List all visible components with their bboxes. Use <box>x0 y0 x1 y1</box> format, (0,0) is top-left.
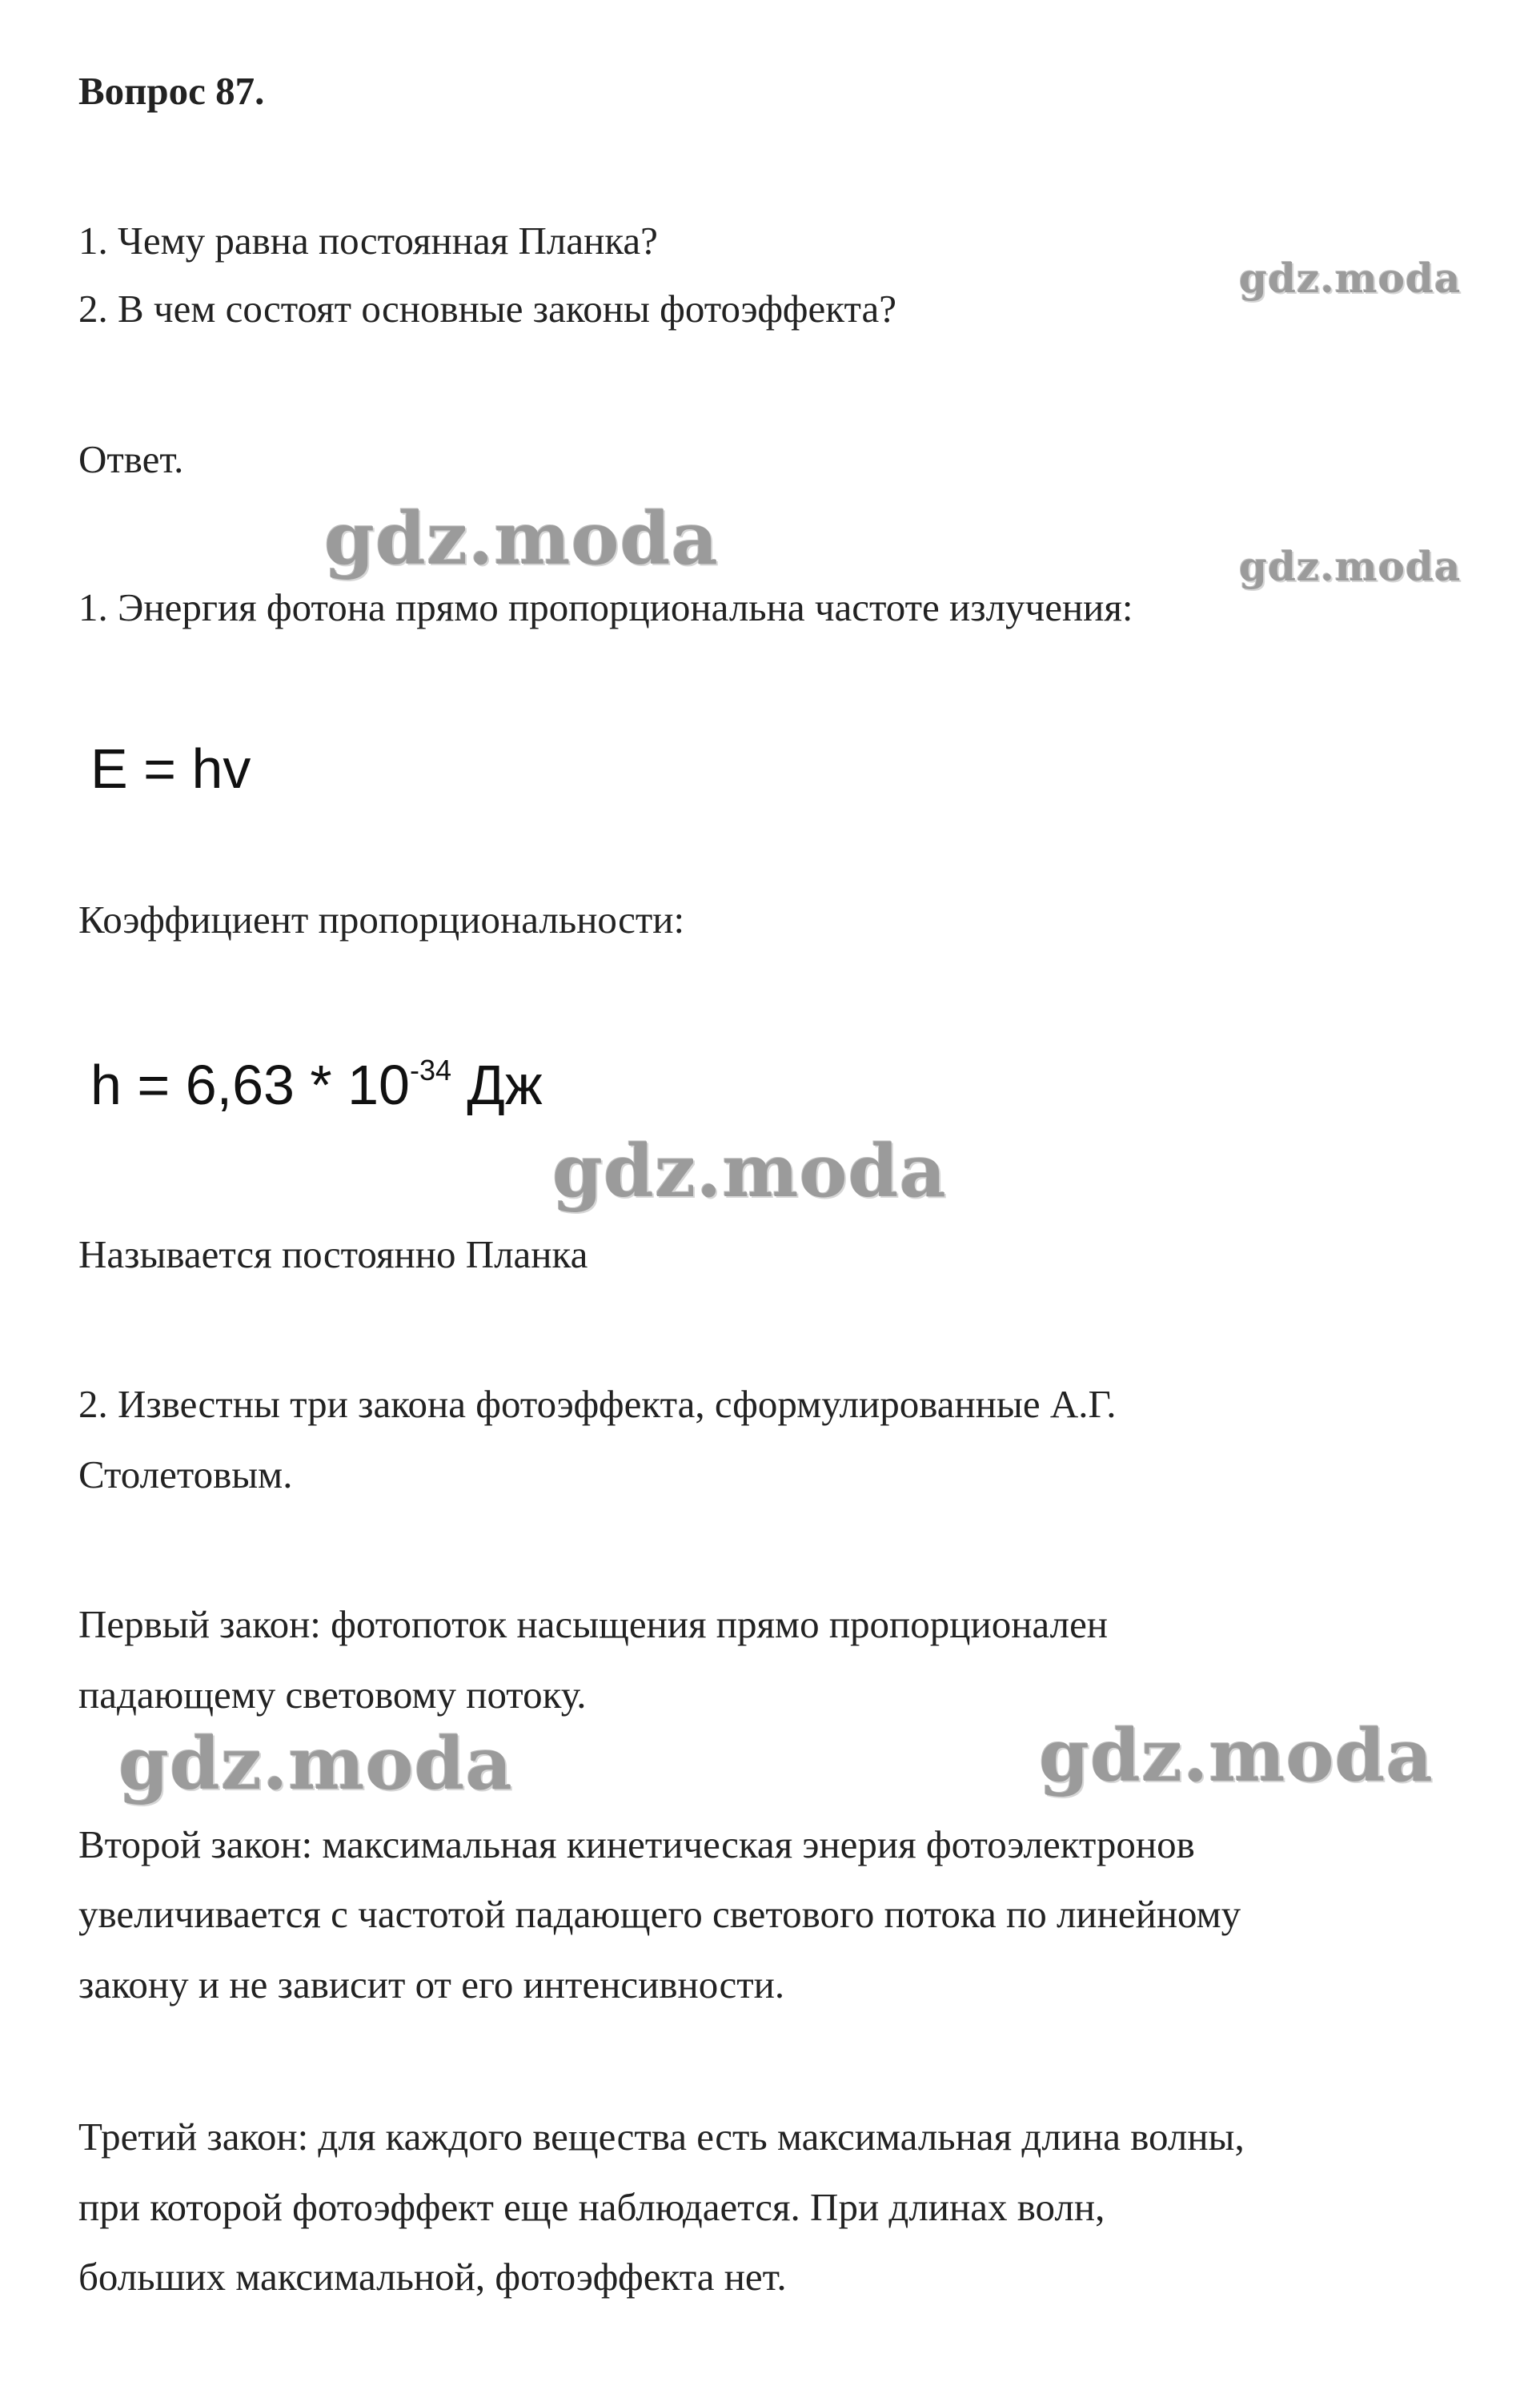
question-item-2: 2. В чем состоят основные законы фотоэффекта? <box>78 287 896 331</box>
question-item-1: 1. Чему равна постоянная Планка? <box>78 219 658 263</box>
watermark-logo: gdz.moda <box>552 1129 947 1214</box>
first-law-line-2: падающему световому потоку. <box>78 1673 587 1717</box>
answer-paragraph-2-line-1: 2. Известны три закона фотоэффекта, сформулированные А.Г. <box>78 1382 1117 1426</box>
planck-constant-name: Называется постоянно Планка <box>78 1232 588 1276</box>
planck-formula <box>90 1053 543 1117</box>
coefficient-label: Коэффициент пропорциональности: <box>78 898 685 942</box>
watermark-logo: gdz.moda <box>1239 543 1462 590</box>
watermark-logo: gdz.moda <box>1039 1713 1434 1798</box>
second-law-line-3: закону и не зависит от его интенсивности. <box>78 1962 785 2006</box>
question-title: Вопрос 87. <box>78 69 265 113</box>
second-law-line-1: Второй закон: максимальная кинетическая энерия фотоэлектронов <box>78 1822 1195 1866</box>
answer-label: Ответ. <box>78 437 184 481</box>
planck-formula-unit: Дж <box>451 1054 543 1116</box>
third-law-line-3: больших максимальной, фотоэффекта нет. <box>78 2255 787 2299</box>
third-law-line-2: при которой фотоэффект еще наблюдается. При длинах волн, <box>78 2185 1105 2229</box>
planck-formula-base: h = 6,63 * 10 <box>90 1054 410 1116</box>
energy-formula: E = hv <box>90 737 251 800</box>
watermark-logo: gdz.moda <box>324 496 719 581</box>
first-law-line-1: Первый закон: фотопоток насыщения прямо пропорционален <box>78 1602 1109 1646</box>
answer-paragraph-1: 1. Энергия фотона прямо пропорциональна частоте излучения: <box>78 585 1133 629</box>
answer-paragraph-2-line-2: Столетовым. <box>78 1452 293 1496</box>
planck-formula-exponent: -34 <box>409 1053 451 1087</box>
watermark-logo: gdz.moda <box>118 1721 513 1806</box>
watermark-logo: gdz.moda <box>1239 255 1462 302</box>
second-law-line-2: увеличивается с частотой падающего светового потока по линейному <box>78 1892 1241 1936</box>
third-law-line-1: Третий закон: для каждого вещества есть максимальная длина волны, <box>78 2115 1245 2159</box>
